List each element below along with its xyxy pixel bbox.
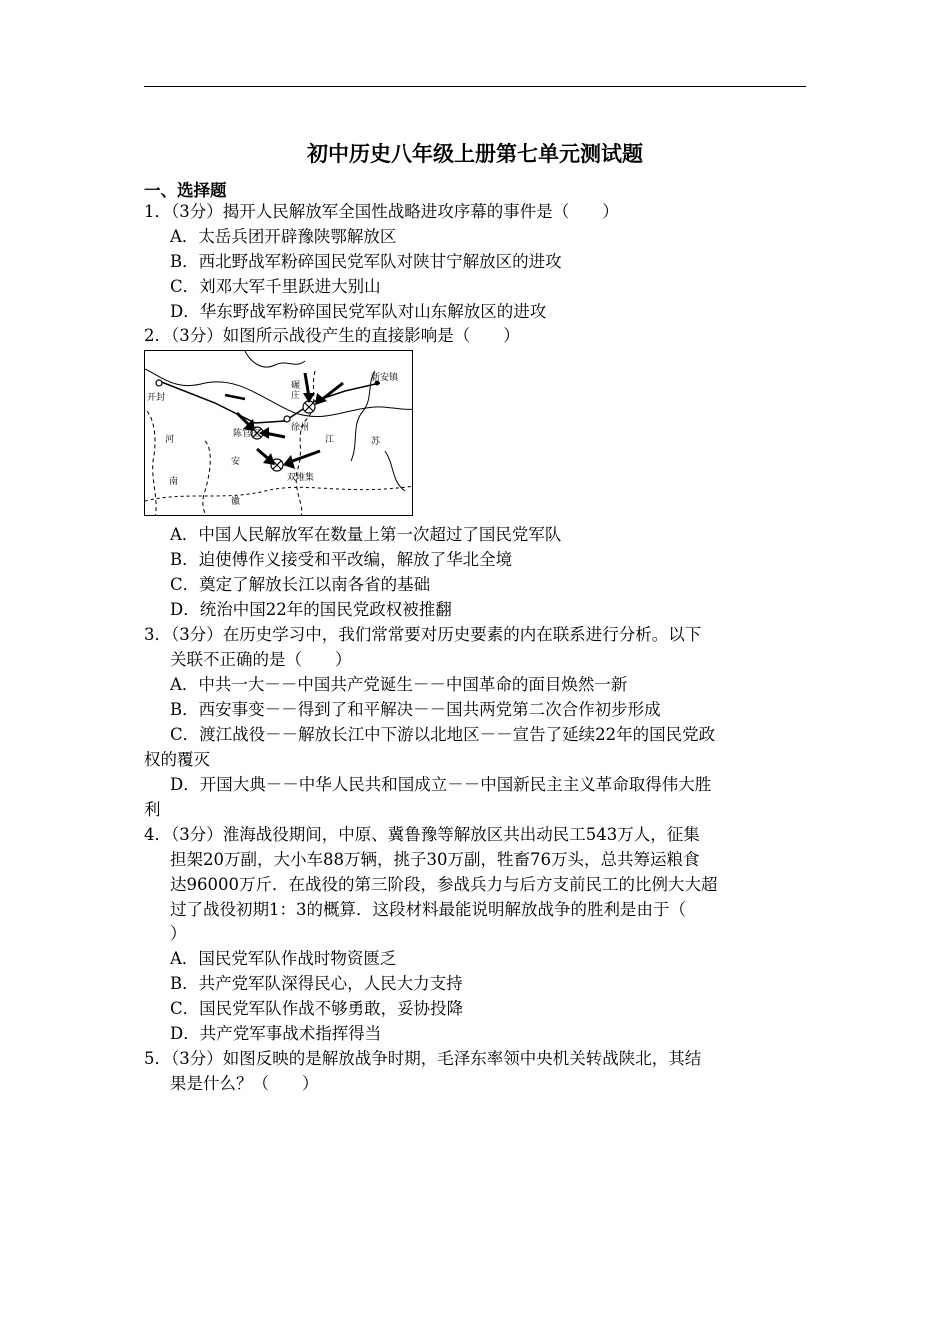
question-4-option-b: B．共产党军队深得民心，人民大力支持	[170, 974, 463, 993]
question-4-stem-line-4: 过了战役初期1：3的概算．这段材料最能说明解放战争的胜利是由于（	[170, 900, 686, 919]
question-3-option-d: D．开国大典－－中华人民共和国成立－－中国新民主主义革命取得伟大胜	[170, 775, 712, 794]
map-label-su: 苏	[371, 437, 381, 447]
map-label-hui: 徽	[231, 497, 241, 507]
question-3-stem-line-2: 关联不正确的是（ ）	[170, 650, 352, 669]
map-label-jiang: 江	[325, 435, 335, 445]
question-2-option-d: D．统治中国22年的国民党政权被推翻	[170, 600, 452, 619]
map-label-kaifeng: 开封	[147, 393, 166, 403]
question-3-option-c-cont: 权的覆灭	[144, 750, 210, 769]
question-4-stem-line-3: 达96000万斤．在战役的第三阶段，参战兵力与后方支前民工的比例大大超	[170, 875, 718, 894]
map-label-he: 河	[165, 435, 175, 445]
question-5-stem-line-2: 果是什么？（ ）	[170, 1074, 319, 1093]
question-3-option-a: A．中共一大－－中国共产党诞生－－中国革命的面目焕然一新	[170, 675, 628, 694]
question-2-option-c: C．奠定了解放长江以南各省的基础	[170, 575, 431, 594]
question-2-option-a: A．中国人民解放军在数量上第一次超过了国民党军队	[170, 525, 562, 544]
question-3-option-c: C．渡江战役－－解放长江中下游以北地区－－宣告了延续22年的国民党政	[170, 725, 716, 744]
question-4-stem-line-5: ）	[170, 924, 187, 943]
section-heading: 一、选择题	[144, 181, 227, 200]
question-1-option-a: A．太岳兵团开辟豫陕鄂解放区	[170, 227, 397, 246]
question-1-stem: 1．（3分）揭开人民解放军全国性战略进攻序幕的事件是（ ）	[144, 202, 619, 221]
question-5-stem-line-1: 5．（3分）如图反映的是解放战争时期，毛泽东率领中央机关转战陕北，其结	[144, 1049, 702, 1068]
map-label-an: 安	[231, 457, 241, 467]
question-4-option-d: D．共产党军事战术指挥得当	[170, 1024, 382, 1043]
question-2-stem: 2．（3分）如图所示战役产生的直接影响是（ ）	[144, 326, 520, 345]
map-label-shuangduiji: 双堆集	[287, 473, 315, 483]
question-1-option-d: D．华东野战军粉碎国民党军队对山东解放区的进攻	[170, 302, 547, 321]
question-4-option-a: A．国民党军队作战时物资匮乏	[170, 949, 397, 968]
question-3-option-b: B．西安事变－－得到了和平解决－－国共两党第二次合作初步形成	[170, 700, 661, 719]
page-title: 初中历史八年级上册第七单元测试题	[307, 142, 643, 166]
question-2-option-b: B．迫使傅作义接受和平改编，解放了华北全境	[170, 550, 513, 569]
question-1-option-c: C．刘邓大军千里跃进大别山	[170, 277, 381, 296]
question-4-stem-line-1: 4．（3分）淮海战役期间，中原、冀鲁豫等解放区共出动民工543万人，征集	[144, 825, 700, 844]
question-3-stem-line-1: 3．（3分）在历史学习中，我们常常要对历史要素的内在联系进行分析。以下	[144, 625, 702, 644]
question-4-option-c: C．国民党军队作战不够勇敢，妥协投降	[170, 999, 464, 1018]
question-1-option-b: B．西北野战军粉碎国民党军队对陕甘宁解放区的进攻	[170, 252, 562, 271]
map-label-nianzhuang: 碾庄	[291, 381, 301, 401]
question-4-stem-line-2: 担架20万副，大小车88万辆，挑子30万副，牲畜76万头，总共筹运粮食	[170, 850, 700, 869]
question-3-option-d-cont: 利	[144, 800, 161, 819]
map-label-xinanzhen: 新安镇	[371, 373, 399, 383]
huaihai-battle-map	[144, 350, 413, 516]
map-label-xuzhou: 徐州	[291, 423, 310, 433]
map-label-chenguanzhuang: 陈官庄	[233, 429, 261, 439]
header-rule	[144, 86, 806, 87]
map-label-nan: 南	[169, 477, 179, 487]
